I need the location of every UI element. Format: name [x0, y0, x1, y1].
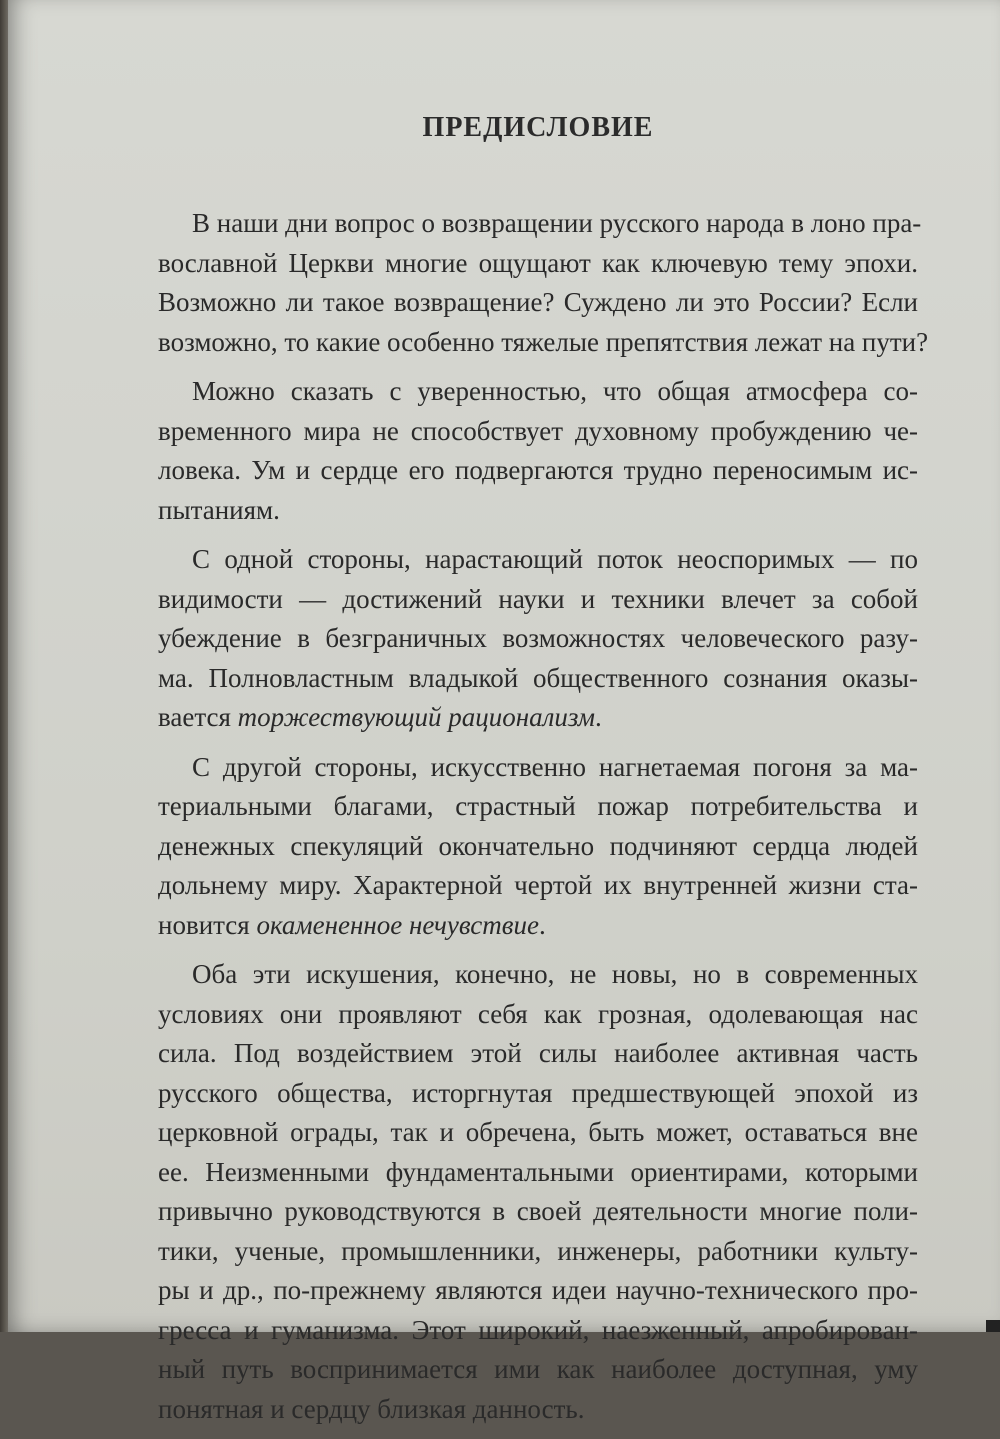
- text-line: привычно руководствуются в своей деятельности многие поли-: [158, 1196, 918, 1226]
- italic-emphasis: окамененное нечувствие: [256, 909, 539, 940]
- text-line: ма. Полновластным владыкой общественного сознания оказы-: [158, 662, 918, 693]
- text-line: Можно сказать с уверенностью, что общая атмосфера со-: [192, 376, 918, 406]
- book-page: [8, 0, 1000, 1424]
- text-line: В наши дни вопрос о возвращении русского народа в лоно пра-: [192, 208, 922, 238]
- text-line: ее. Неизменными фундаментальными ориентирами, которыми: [158, 1156, 918, 1187]
- text-line: ры и др., по-прежнему являются идеи научно-технического про-: [158, 1275, 918, 1305]
- paragraph-4: [158, 748, 918, 946]
- text-line: временного мира не способствует духовному пробуждению че-: [158, 415, 918, 446]
- paragraph-1: [158, 204, 929, 362]
- text-line: С одной стороны, нарастающий поток неоспоримых — по: [192, 544, 918, 574]
- text-line: тики, ученые, промышленники, инженеры, работники культу-: [158, 1235, 918, 1266]
- text-line: гресса и гуманизма. Этот широкий, наезженный, апробирован-: [158, 1314, 918, 1345]
- paragraph-2: [158, 372, 918, 530]
- text-line: условиях они проявляют себя как грозная, одолевающая нас: [158, 998, 918, 1029]
- text-line: денежных спекуляций окончательно подчиняют сердца людей: [158, 830, 918, 861]
- text-line: церковной ограды, так и обречена, быть может, оставаться вне: [158, 1117, 918, 1147]
- text-line: русского общества, исторгнутая предшествующей эпохой из: [158, 1077, 918, 1108]
- text-fragment: .: [538, 909, 546, 940]
- page-content: [158, 112, 929, 1439]
- text-line: пытаниям.: [158, 494, 280, 525]
- paragraph-5: [158, 955, 918, 1429]
- text-line: понятная и сердцу близкая данность.: [158, 1393, 585, 1424]
- text-line: Возможно ли такое возвращение? Суждено ли это России? Если: [158, 287, 918, 317]
- text-line: вославной Церкви многие ощущают как ключевую тему эпохи.: [158, 247, 918, 278]
- text-line: [158, 698, 918, 738]
- paragraph-3: [158, 540, 918, 738]
- text-line: ный путь воспринимается ими как наиболее доступная, уму: [158, 1354, 918, 1384]
- text-line: убеждение в безграничных возможностях человеческого разу-: [158, 623, 918, 653]
- text-line: дольнему миру. Характерной чертой их внутренней жизни ста-: [158, 870, 918, 900]
- text-line: Оба эти искушения, конечно, не новы, но в современных: [192, 959, 918, 989]
- page-corner-mark: [986, 1320, 1000, 1332]
- text-line: териальными благами, страстный пожар потребительства и: [158, 791, 918, 821]
- text-line: видимости — достижений науки и техники влечет за собой: [158, 583, 918, 614]
- text-line: возможно, то какие особенно тяжелые препятствия лежат на пути?: [158, 326, 929, 357]
- text-fragment: новится: [158, 909, 257, 940]
- text-fragment: .: [594, 702, 602, 732]
- page-heading: ПРЕДИСЛОВИЕ: [422, 112, 654, 143]
- text-line: ловека. Ум и сердце его подвергаются трудно переносимым ис-: [158, 455, 918, 485]
- text-line: сила. Под воздействием этой силы наиболее активная часть: [158, 1038, 918, 1068]
- text-fragment: вается: [158, 702, 238, 732]
- italic-emphasis: торжествующий рационализм: [237, 702, 595, 732]
- text-line: [158, 906, 918, 946]
- text-line: С другой стороны, искусственно нагнетаемая погоня за ма-: [192, 751, 918, 782]
